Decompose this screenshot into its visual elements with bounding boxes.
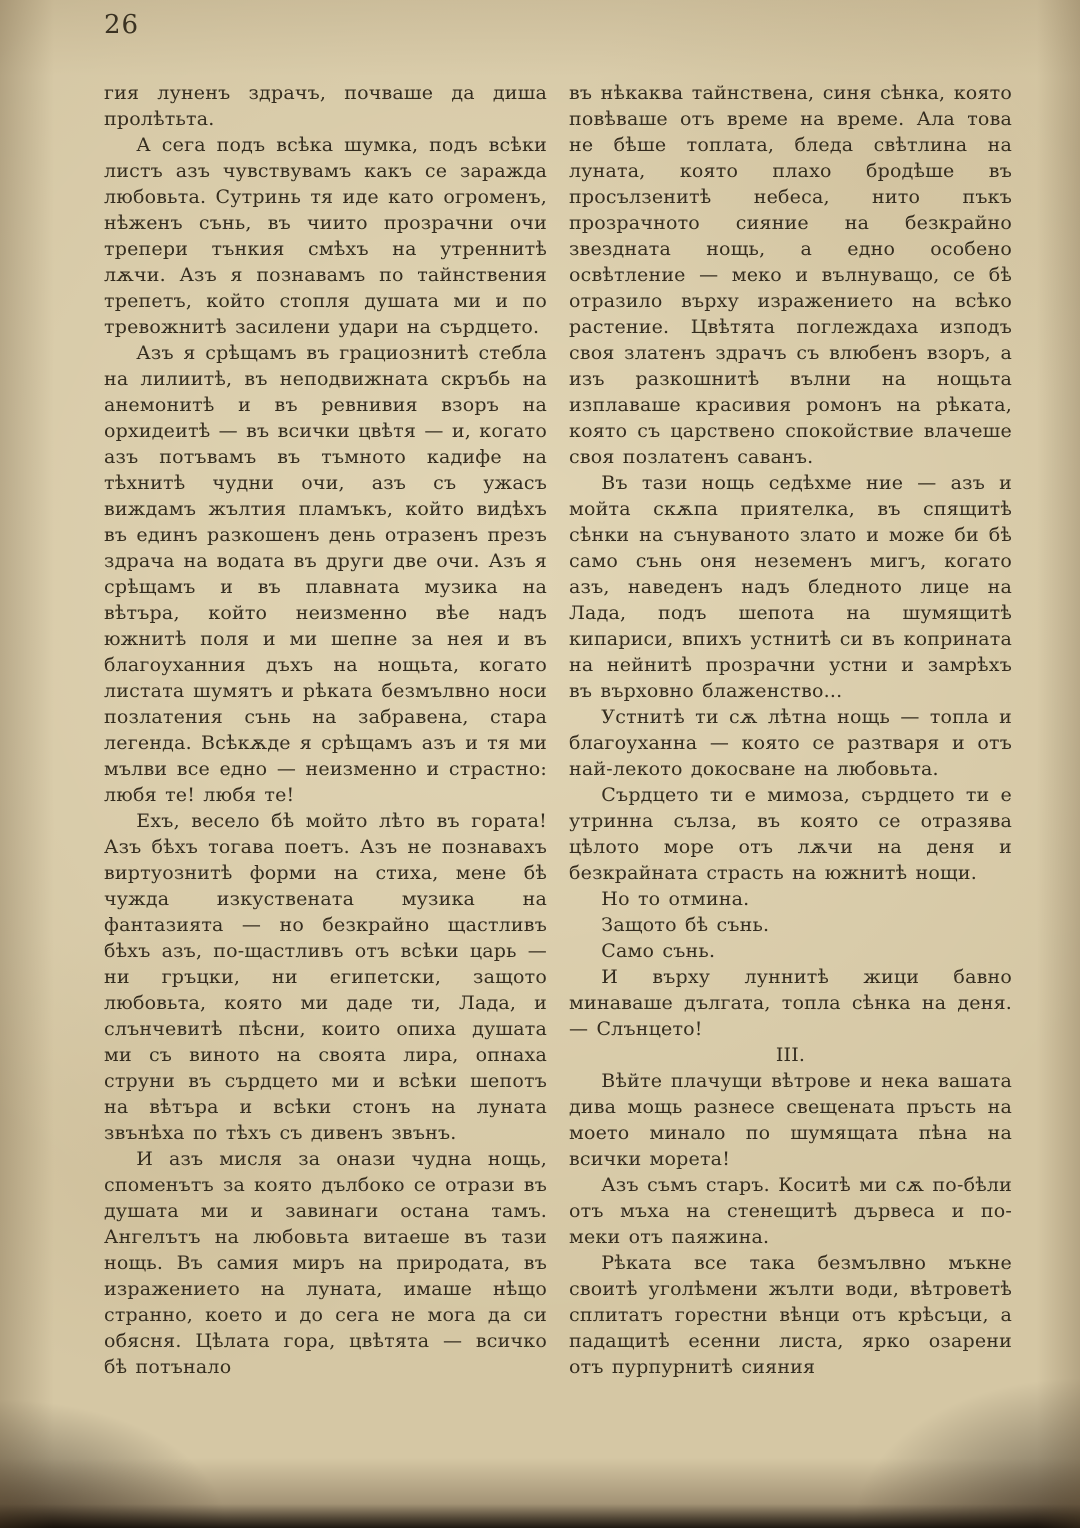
paragraph: А сега подъ всѣка шумка, подъ всѣки листъ азъ чувствувамъ какъ се заражда любовьта. Сутринь тя иде като огроменъ, нѣженъ сънь, въ чиито прозрачни очи трепери тънкия смѣхъ на утреннитѣ лѫчи. Азъ я познавамъ по тайнствения трепетъ, който стопля душата ми и по тревожнитѣ засилени удари на сърдцето. <box>104 134 547 338</box>
page-number: 26 <box>104 10 140 40</box>
paragraph: И върху луннитѣ жици бавно минаваше дългата, топла сѣнка на деня. — Слънцето! <box>569 966 1012 1040</box>
paragraph: Азъ я срѣщамъ въ грациознитѣ стебла на лилиитѣ, въ неподвижната скръбь на анемонитѣ и въ ревнивия взоръ на орхидеитѣ — въ всички цвѣтя — и, когато азъ потъвамъ въ тъмното кадифе на тѣхнитѣ чудни очи, азъ съ ужасъ виждамъ жълтия пламъкъ, който видѣхъ въ единъ разкошенъ день отразенъ презъ здрача на водата въ други две очи. Азъ я срѣщамъ и въ плавната музика на вѣтъра, който неизменно вѣе надъ южнитѣ поля и ми шепне за нея и въ благоуханния дъхъ на нощьта, когато листата шумятъ и рѣката безмълвно носи позлатения сънь на забравена, стара легенда. Всѣкѫде я срѣщамъ азъ и тя ми мълви все едно — неизменно и страстно: любя те! любя те! <box>104 342 547 806</box>
paragraph: Само сънь. <box>601 940 716 962</box>
paragraph: Защото бѣ сънь. <box>601 914 770 936</box>
paragraph: Вѣйте плачущи вѣтрове и нека вашата дива мощь разнесе свещената пръсть на моето минало по шумящата пѣна на всички морета! <box>569 1070 1012 1170</box>
section-heading: III. <box>775 1044 806 1066</box>
paragraph: Ехъ, весело бѣ мойто лѣто въ гората! Азъ бѣхъ тогава поетъ. Азъ не познавахъ виртуознитѣ форми на стиха, мене бѣ чужда изкуствената музика на фантазията — но безкрайно щастливъ бѣхъ азъ, по-щастливъ отъ всѣки царь — ни гръцки, ни египетски, защото любовьта, която ми даде ти, Лада, и слънчевитѣ пѣсни, които опиха душата ми съ виното на своята лира, опнаха струни въ сърдцето ми и всѣки шепотъ на вѣтъра и всѣки стонъ на луната звънѣха по тѣхъ съ дивенъ звънъ. <box>104 810 547 1144</box>
text-columns <box>104 80 1012 1380</box>
paragraph: И азъ мисля за онази чудна нощь, споменътъ за която дълбоко се отрази въ душата ми и завинаги остана тамъ. Ангелътъ на любовьта витаеше въ тази нощь. Въ самия миръ на природата, въ изражението на луната, имаше нѣщо странно, което и до сега не мога да си обясня. Цѣлата гора, цвѣтята — всичко бѣ потънало <box>104 1148 547 1378</box>
paragraph: въ нѣкаква тайнствена, синя сѣнка, която повѣваше отъ време на време. Ала това не бѣше топлата, бледа свѣтлина на луната, която плахо бродѣше въ просълзенитѣ небеса, нито пъкъ прозрачното сияние на безкрайно звездната нощь, а едно особено освѣтление — меко и вълнуващо, се бѣ отразило върху изражението на всѣко растение. Цвѣтята поглеждаха изподъ своя златенъ здрачъ съ влюбенъ взоръ, а изъ разкошнитѣ вълни на нощьта изплаваше красивия ромонъ на рѣката, която съ царствено спокойствие влачеше своя позлатенъ саванъ. <box>569 82 1012 468</box>
right-column <box>569 80 1012 1380</box>
paragraph: Сърдцето ти е мимоза, сърдцето ти е утринна сълза, въ която се отразява цѣлото море отъ лѫчи на деня и безкрайната страсть на южнитѣ нощи. <box>569 784 1012 884</box>
paragraph: Азъ съмъ старъ. Коситѣ ми сѫ по-бѣли отъ мъха на стенещитѣ дървеса и по-меки отъ паяжина. <box>569 1174 1012 1248</box>
paragraph: Устнитѣ ти сѫ лѣтна нощь — топла и благоуханна — която се разтваря и отъ най-лекото докосване на любовьта. <box>569 706 1012 780</box>
paragraph: Рѣката все така безмълвно мъкне своитѣ уголѣмени жълти води, вѣтроветѣ сплитатъ горестни вѣнци отъ крѣсъци, а падащитѣ есенни листа, ярко озарени отъ пурпурнитѣ сияния <box>569 1252 1012 1378</box>
paragraph: гия луненъ здрачъ, почваше да диша пролѣтьта. <box>104 82 547 130</box>
paragraph: Въ тази нощь седѣхме ние — азъ и мойта скѫпа приятелка, въ спящитѣ сѣнки на сънуваното злато и може би бѣ само сънь оня неземенъ мигъ, когато азъ, наведенъ надъ бледното лице на Лада, подъ шепота на шумящитѣ кипариси, впихъ устнитѣ си въ коприната на нейнитѣ прозрачни устни и замрѣхъ въ върховно блаженство... <box>569 472 1012 702</box>
left-column <box>104 80 547 1380</box>
paragraph: Но то отмина. <box>601 888 750 910</box>
